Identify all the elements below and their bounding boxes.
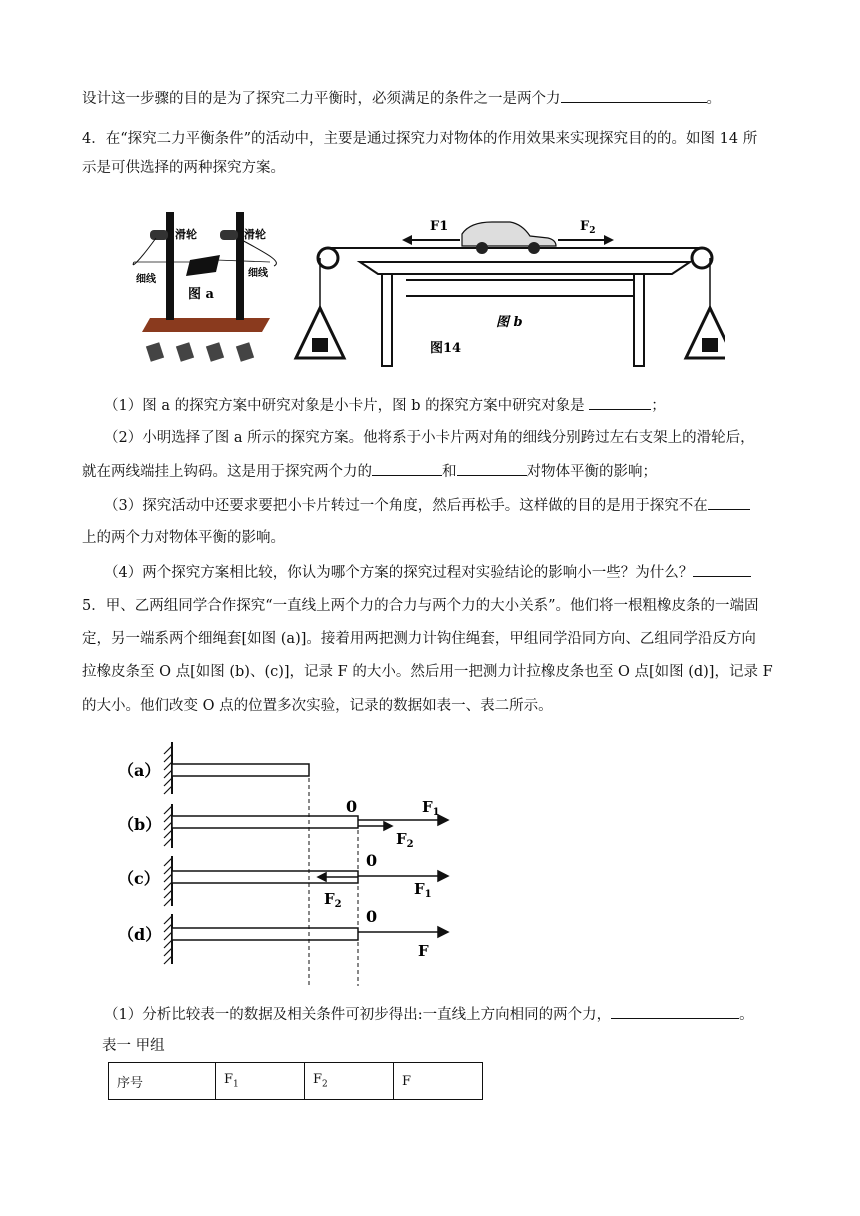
q5-line4: 的大小。他们改变 O 点的位置多次实验，记录的数据如表一、表二所示。: [82, 698, 553, 714]
label-f1-b: $F_1$: [422, 798, 440, 818]
label-pulley-left: 滑轮: [175, 228, 197, 241]
answer-blank[interactable]: [561, 88, 707, 103]
q4-p2-line1: （2）小明选择了图 a 所示的探究方案。他将系于小卡片两对角的细线分别跨过左右支架上的滑轮后，: [104, 430, 755, 446]
label-string-left: 细线: [136, 274, 156, 285]
label-b: （b）: [118, 815, 162, 834]
q4-p2-line2: [82, 461, 778, 482]
label-o-b: 0: [346, 797, 358, 816]
figure-14: [120, 200, 725, 372]
q4-p2-text-b: 和: [442, 464, 457, 480]
q4-p4: [104, 562, 800, 583]
label-a: （a）: [118, 761, 161, 780]
label-f1-c: $F_1$: [414, 880, 432, 900]
label-f2: $F_2$: [580, 219, 596, 236]
answer-blank[interactable]: [611, 1004, 739, 1019]
label-f2-c: $F_2$: [324, 890, 342, 910]
q4-p2-text-a: 就在两线端挂上钩码。这是用于探究两个力的: [82, 464, 372, 480]
answer-blank[interactable]: [372, 461, 442, 476]
label-fig-14: 图14: [430, 341, 462, 356]
q5-p1-end: 。: [739, 1007, 754, 1023]
label-c: （c）: [118, 869, 160, 888]
q4-p1-end: ；: [651, 398, 666, 414]
answer-blank[interactable]: [457, 461, 527, 476]
q4-p2-text-c: 对物体平衡的影响；: [526, 464, 657, 480]
data-table-1: [108, 1062, 483, 1100]
q5-p1: [104, 1004, 800, 1025]
intro-line: [82, 88, 778, 109]
table-header-cell: F: [394, 1063, 483, 1100]
q5-line3: 拉橡皮条至 O 点[如图 (b)、(c)]，记录 F 的大小。然后用一把测力计拉橡皮条也至 O 点[如图 (d)]，记录 F: [82, 664, 773, 680]
label-fig-a: 图 a: [188, 287, 214, 302]
rubber-band-figure: [112, 736, 472, 988]
answer-blank[interactable]: [589, 395, 651, 410]
intro-end: 。: [706, 91, 721, 107]
label-o-c: 0: [366, 851, 378, 870]
label-fig-b: 图 b: [496, 315, 523, 330]
q4-line2: 示是可供选择的两种探究方案。: [82, 160, 285, 176]
q4-p4-text: （4）两个探究方案相比较，你认为哪个方案的探究过程对实验结论的影响小一些？为什么？: [104, 565, 694, 581]
figure-b: [296, 219, 725, 366]
q4-p3-text: （3）探究活动中还要求要把小卡片转过一个角度，然后再松手。这样做的目的是用于探究不在: [104, 498, 708, 514]
figure-a: [133, 212, 276, 362]
table-header-cell: 序号: [109, 1063, 216, 1100]
rubber-band-drawing: [112, 736, 472, 988]
label-f-d: F: [418, 942, 429, 960]
label-pulley-right: 滑轮: [244, 228, 266, 241]
answer-blank[interactable]: [708, 495, 750, 510]
q5-line2: 定，另一端系两个细绳套[如图 (a)]。接着用两把测力计钩住绳套，甲组同学沿同方向、乙组同学沿反方向: [82, 631, 756, 647]
answer-blank[interactable]: [693, 562, 751, 577]
label-f1: F1: [430, 219, 449, 234]
table-header-cell: $F_2$: [305, 1063, 394, 1100]
q4-line1: 4．在“探究二力平衡条件”的活动中，主要是通过探究力对物体的作用效果来实现探究目的的。如图 14 所: [82, 131, 758, 147]
label-f2-b: $F_2$: [396, 830, 414, 850]
table-header-cell: $F_1$: [216, 1063, 305, 1100]
q4-p1-text: （1）图 a 的探究方案中研究对象是小卡片，图 b 的探究方案中研究对象是: [104, 398, 590, 414]
q4-p3-line1: [104, 495, 800, 516]
q5-p1-text: （1）分析比较表一的数据及相关条件可初步得出:一直线上方向相同的两个力，: [104, 1007, 612, 1023]
q5-line1: 5．甲、乙两组同学合作探究“一直线上两个力的合力与两个力的大小关系”。他们将一根粗橡皮条的一端固: [82, 598, 759, 614]
table-header-row: [109, 1063, 483, 1100]
intro-text: 设计这一步骤的目的是为了探究二力平衡时，必须满足的条件之一是两个力: [82, 91, 561, 107]
q4-p1: [104, 395, 800, 416]
label-o-d: 0: [366, 907, 378, 926]
table-title: 表一 甲组: [102, 1038, 165, 1054]
label-d: （d）: [118, 925, 162, 944]
label-string-right: 细线: [248, 268, 268, 279]
figure-14-drawing: [120, 200, 725, 372]
q4-p3-line2: 上的两个力对物体平衡的影响。: [82, 530, 285, 546]
